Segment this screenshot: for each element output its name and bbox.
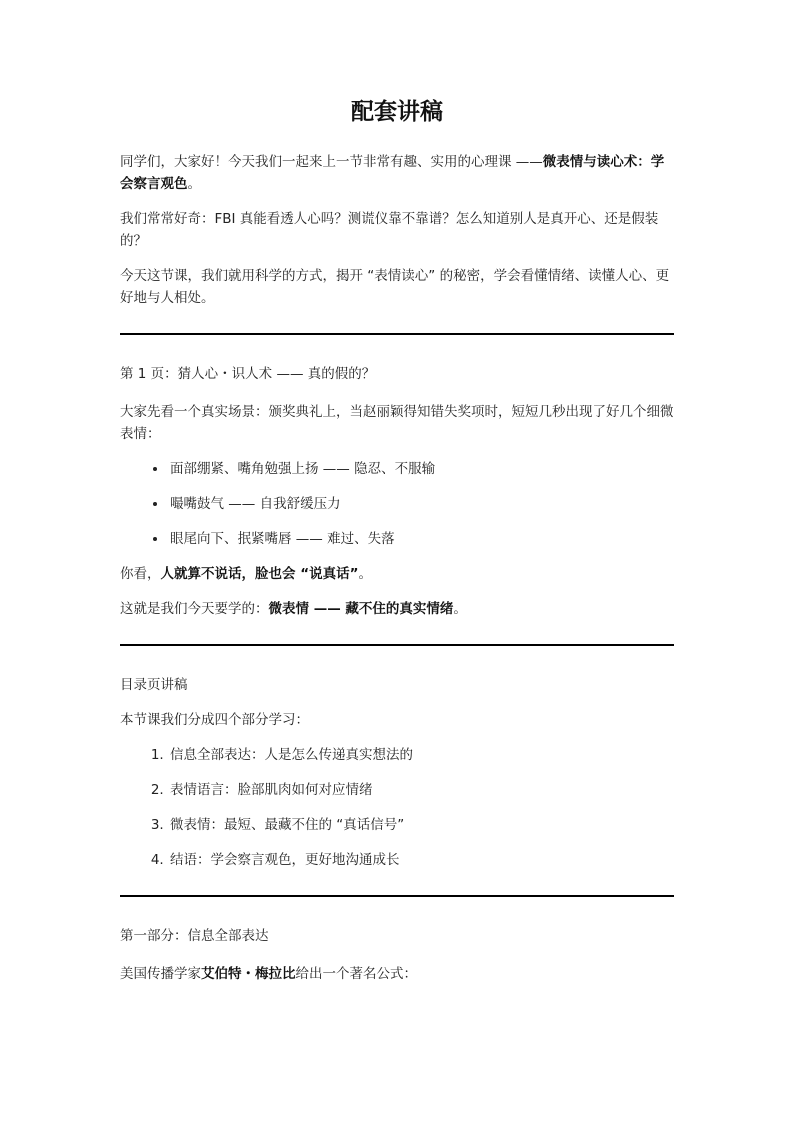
section-divider — [120, 895, 674, 897]
intro-paragraph-2: 我们常常好奇：FBI 真能看透人心吗？测谎仪靠不靠谱？怎么知道别人是真开心、还是假装的？ — [120, 211, 659, 249]
page1-paragraph-1: 大家先看一个真实场景：颁奖典礼上，当赵丽颖得知错失奖项时，短短几秒出现了好几个细微表情： — [120, 404, 674, 442]
page1-heading: 第 1 页：猜人心・识人术 —— 真的假的？ — [120, 366, 376, 382]
list-item: • 面部绷紧、嘴角勉强上扬 —— 隐忍、不服输 — [168, 458, 674, 480]
page1-paragraph-2: 你看，人就算不说话，脸也会 “说真话”。 — [120, 566, 372, 582]
section-divider — [120, 644, 674, 646]
intro-paragraph-1: 同学们，大家好！今天我们一起来上一节非常有趣、实用的心理课 ——微表情与读心术：学会察言观色。 — [120, 154, 665, 192]
document-body — [120, 95, 674, 998]
expression-list — [120, 458, 674, 550]
toc-paragraph-1: 本节课我们分成四个部分学习： — [120, 712, 309, 728]
part1-paragraph-1: 美国传播学家艾伯特・梅拉比给出一个著名公式： — [120, 966, 417, 982]
document-title: 配套讲稿 — [351, 99, 443, 125]
intro-paragraph-3: 今天这节课，我们就用科学的方式，揭开 “表情读心” 的秘密，学会看懂情绪、读懂人心、更好地与人相处。 — [120, 268, 670, 306]
page1-paragraph-3: 这就是我们今天要学的：微表情 —— 藏不住的真实情绪。 — [120, 601, 467, 617]
list-item: 4. 结语：学会察言观色，更好地沟通成长 — [168, 849, 674, 871]
list-item: 2. 表情语言：脸部肌肉如何对应情绪 — [168, 779, 674, 801]
course-name: 微表情与读心术：学会察言观色 — [120, 154, 665, 192]
list-item: • 眼尾向下、抿紧嘴唇 —— 难过、失落 — [168, 528, 674, 550]
toc-heading: 目录页讲稿 — [120, 677, 188, 693]
list-item: • 嘬嘴鼓气 —— 自我舒缓压力 — [168, 493, 674, 515]
list-item: 3. 微表情：最短、最藏不住的 “真话信号” — [168, 814, 674, 836]
toc-list — [120, 744, 674, 871]
part1-heading: 第一部分：信息全部表达 — [120, 928, 269, 944]
list-item: 1. 信息全部表达：人是怎么传递真实想法的 — [168, 744, 674, 766]
section-divider — [120, 333, 674, 335]
